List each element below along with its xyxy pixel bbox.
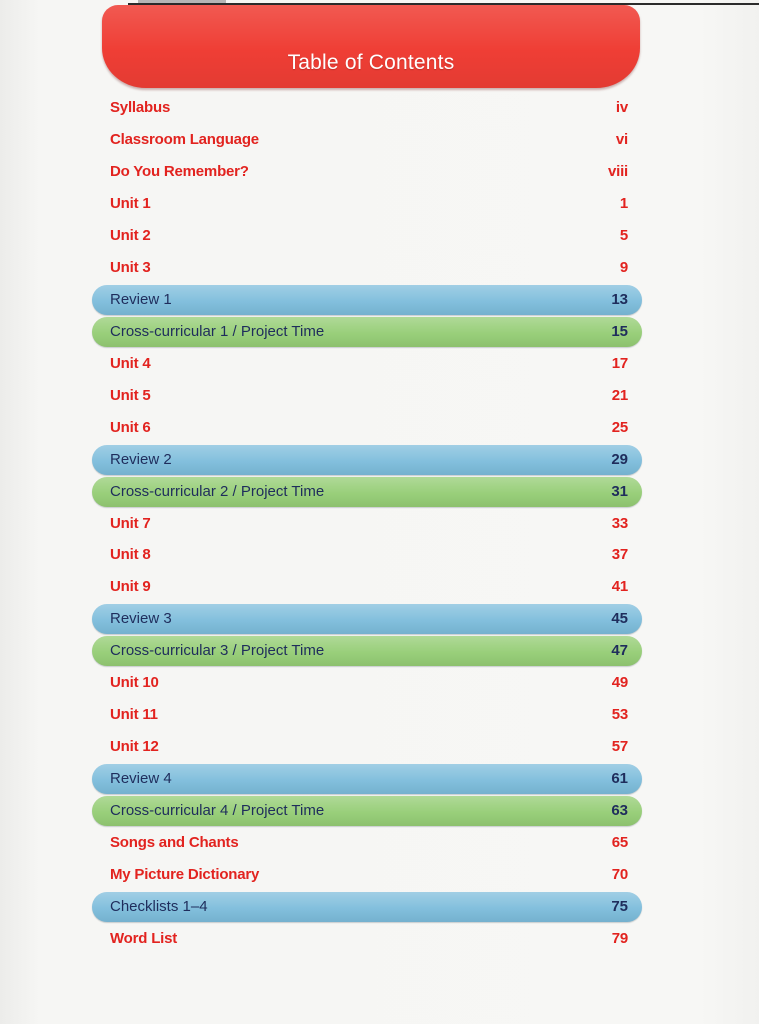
toc-entry-label: Unit 1	[110, 194, 151, 212]
toc-entry-label: Unit 11	[110, 706, 158, 724]
toc-entry-blue-band	[92, 285, 642, 315]
toc-entry-green-band	[92, 317, 642, 347]
toc-entry-page-number: 45	[611, 610, 628, 628]
toc-entry-page-number: 5	[619, 226, 628, 244]
toc-entry-label: Review 3	[110, 610, 172, 628]
toc-entry-page-number: 31	[611, 482, 628, 500]
toc-entry-page-number: viii	[607, 162, 628, 180]
toc-entry-label: Do You Remember?	[110, 162, 249, 180]
toc-entry-label: Unit 5	[110, 386, 151, 404]
toc-entry-page-number: vi	[615, 131, 628, 148]
toc-entry-green-band	[92, 636, 642, 666]
toc-entry	[92, 540, 642, 570]
toc-entry-blue-band	[92, 445, 642, 475]
toc-entry-page-number: 9	[619, 258, 628, 276]
toc-entry-page-number: 65	[611, 834, 628, 852]
toc-entry-label: Review 2	[110, 450, 172, 468]
toc-entry	[92, 253, 642, 283]
toc-entry	[92, 349, 642, 379]
toc-entry-blue-band	[92, 892, 642, 922]
toc-entry-page-number: 61	[611, 770, 628, 788]
toc-entry	[92, 189, 642, 219]
toc-entry-label: Unit 9	[110, 578, 151, 596]
toc-entry	[92, 157, 642, 187]
toc-entry	[92, 700, 642, 730]
toc-entry-label: Classroom Language	[110, 131, 259, 148]
toc-entry-label: Unit 2	[110, 226, 151, 244]
toc-entry-page-number: 70	[611, 866, 628, 883]
toc-entry-label: Cross-curricular 1 / Project Time	[110, 322, 325, 340]
toc-entry-label: My Picture Dictionary	[110, 866, 260, 883]
toc-entry	[92, 509, 642, 539]
toc-entry-page-number: 49	[611, 674, 628, 692]
toc-entry-label: Unit 8	[110, 546, 151, 564]
toc-entry-label: Cross-curricular 2 / Project Time	[110, 482, 325, 500]
toc-entry-label: Review 1	[110, 290, 172, 308]
toc-entry	[92, 924, 642, 954]
page-title: Table of Contents	[287, 51, 455, 74]
toc-entry	[92, 732, 642, 762]
toc-entry	[92, 221, 642, 251]
toc-entry-page-number: 47	[611, 642, 628, 660]
toc-entry-page-number: 37	[611, 546, 628, 564]
toc-entry	[92, 668, 642, 698]
toc-entry-blue-band	[92, 604, 642, 634]
toc-entry-page-number: 1	[619, 194, 628, 212]
toc-entry-label: Unit 3	[110, 258, 151, 276]
toc-entry-label: Cross-curricular 3 / Project Time	[110, 642, 325, 660]
toc-entry-label: Unit 10	[110, 674, 159, 692]
toc-entry-page-number: iv	[615, 99, 628, 116]
toc-entry	[92, 828, 642, 858]
title-banner	[102, 5, 640, 88]
toc-entry-label: Unit 6	[110, 418, 151, 436]
toc-entry-page-number: 29	[611, 450, 628, 468]
toc-entry-page-number: 63	[611, 802, 628, 820]
toc-entry-label: Checklists 1–4	[110, 898, 208, 915]
toc-entry-page-number: 13	[611, 290, 628, 308]
toc-entry-label: Unit 4	[110, 354, 151, 372]
toc-entry	[92, 125, 642, 155]
toc-entry-page-number: 15	[611, 322, 628, 340]
toc-entry-page-number: 79	[611, 930, 628, 947]
toc-entry-page-number: 57	[611, 738, 628, 756]
toc-entry-label: Review 4	[110, 770, 172, 788]
toc-entry-label: Unit 7	[110, 514, 151, 532]
toc-entry-page-number: 21	[611, 386, 628, 404]
toc-entry-page-number: 33	[611, 514, 628, 532]
toc-entry-green-band	[92, 477, 642, 507]
toc-entry-page-number: 75	[611, 898, 628, 915]
toc-entry	[92, 381, 642, 411]
toc-entry	[92, 572, 642, 602]
toc-entry-page-number: 41	[611, 578, 628, 596]
toc-entry-label: Cross-curricular 4 / Project Time	[110, 802, 325, 820]
toc-entry	[92, 93, 642, 123]
toc-entry-page-number: 25	[611, 418, 628, 436]
toc-entry-blue-band	[92, 764, 642, 794]
toc-entry-label: Unit 12	[110, 738, 159, 756]
toc-entry	[92, 413, 642, 443]
toc-entry-label: Syllabus	[110, 99, 171, 116]
toc-entry-green-band	[92, 796, 642, 826]
toc-entry-page-number: 53	[611, 706, 628, 724]
toc-entry	[92, 860, 642, 890]
toc-entry-label: Word List	[110, 930, 178, 947]
toc-entry-label: Songs and Chants	[110, 834, 239, 852]
toc-entry-page-number: 17	[611, 354, 628, 372]
